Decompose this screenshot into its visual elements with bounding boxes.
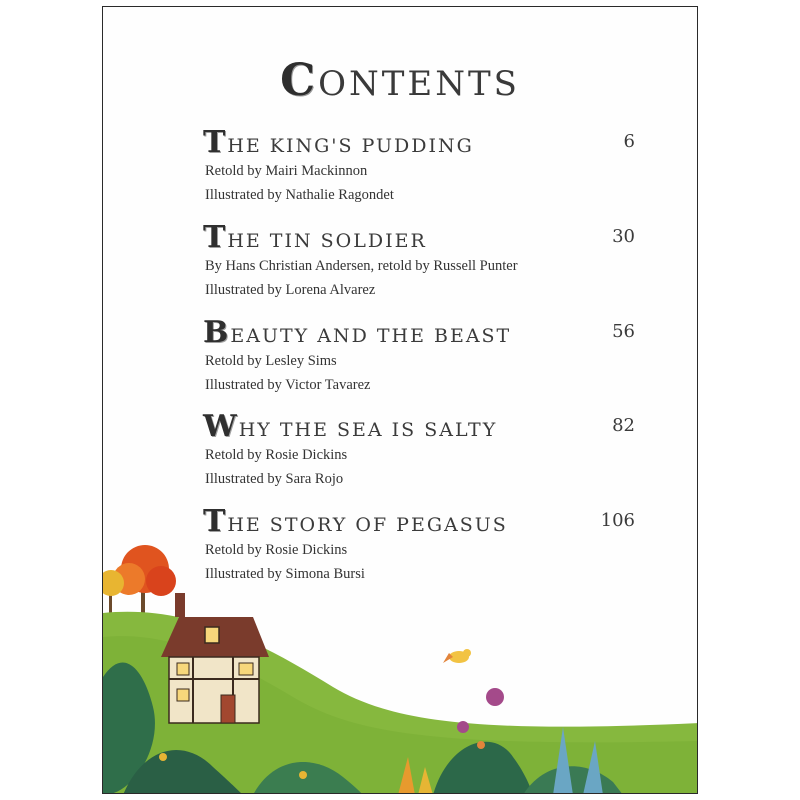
landscape-illustration	[103, 527, 698, 794]
page-number: 6	[623, 131, 635, 152]
bird-icon	[443, 649, 471, 663]
reteller-credit: Retold by Mairi Mackinnon	[205, 163, 368, 179]
story-title-rest: EAUTY AND THE BEAST	[230, 325, 512, 347]
story-title	[203, 315, 512, 350]
page-number: 106	[600, 510, 635, 531]
toc-entry-beauty-and-the-beast	[203, 315, 635, 397]
story-initial: B	[203, 315, 231, 350]
story-initial: W	[203, 409, 239, 444]
illustrator-credit: Illustrated by Victor Tavarez	[205, 377, 371, 393]
story-title-rest: HE KING'S PUDDING	[227, 135, 474, 157]
reteller-credit: Retold by Rosie Dickins	[205, 542, 348, 558]
cottage-icon	[161, 593, 269, 723]
story-title-rest: HE TIN SOLDIER	[227, 230, 427, 252]
story-title	[203, 125, 474, 160]
illustrator-credit: Illustrated by Nathalie Ragondet	[205, 187, 394, 203]
story-title	[203, 409, 498, 444]
illustrator-credit: Illustrated by Simona Bursi	[205, 566, 365, 582]
reteller-credit: Retold by Rosie Dickins	[205, 447, 348, 463]
reteller-credit: Retold by Lesley Sims	[205, 353, 337, 369]
story-initial: T	[203, 504, 228, 539]
reteller-credit: By Hans Christian Andersen, retold by Russell Punter	[205, 258, 518, 274]
story-initial: T	[203, 220, 228, 255]
page-number: 30	[612, 226, 635, 247]
story-title-rest: HE STORY OF PEGASUS	[227, 514, 508, 536]
toc-entry-tin-soldier	[203, 220, 635, 302]
title-rest: ONTENTS	[318, 64, 520, 104]
contents-title	[103, 55, 697, 106]
toc-entry-kings-pudding	[203, 125, 635, 207]
title-initial: C	[280, 55, 319, 106]
story-title-rest: HY THE SEA IS SALTY	[238, 419, 498, 441]
illustrator-credit: Illustrated by Lorena Alvarez	[205, 282, 376, 298]
yellow-tree-icon	[103, 570, 124, 619]
illustrator-credit: Illustrated by Sara Rojo	[205, 471, 344, 487]
toc-entry-why-the-sea-is-salty	[203, 409, 635, 491]
story-initial: T	[203, 125, 228, 160]
page-number: 82	[612, 415, 635, 436]
page-number: 56	[612, 321, 635, 342]
story-title	[203, 220, 427, 255]
book-page	[102, 6, 698, 794]
